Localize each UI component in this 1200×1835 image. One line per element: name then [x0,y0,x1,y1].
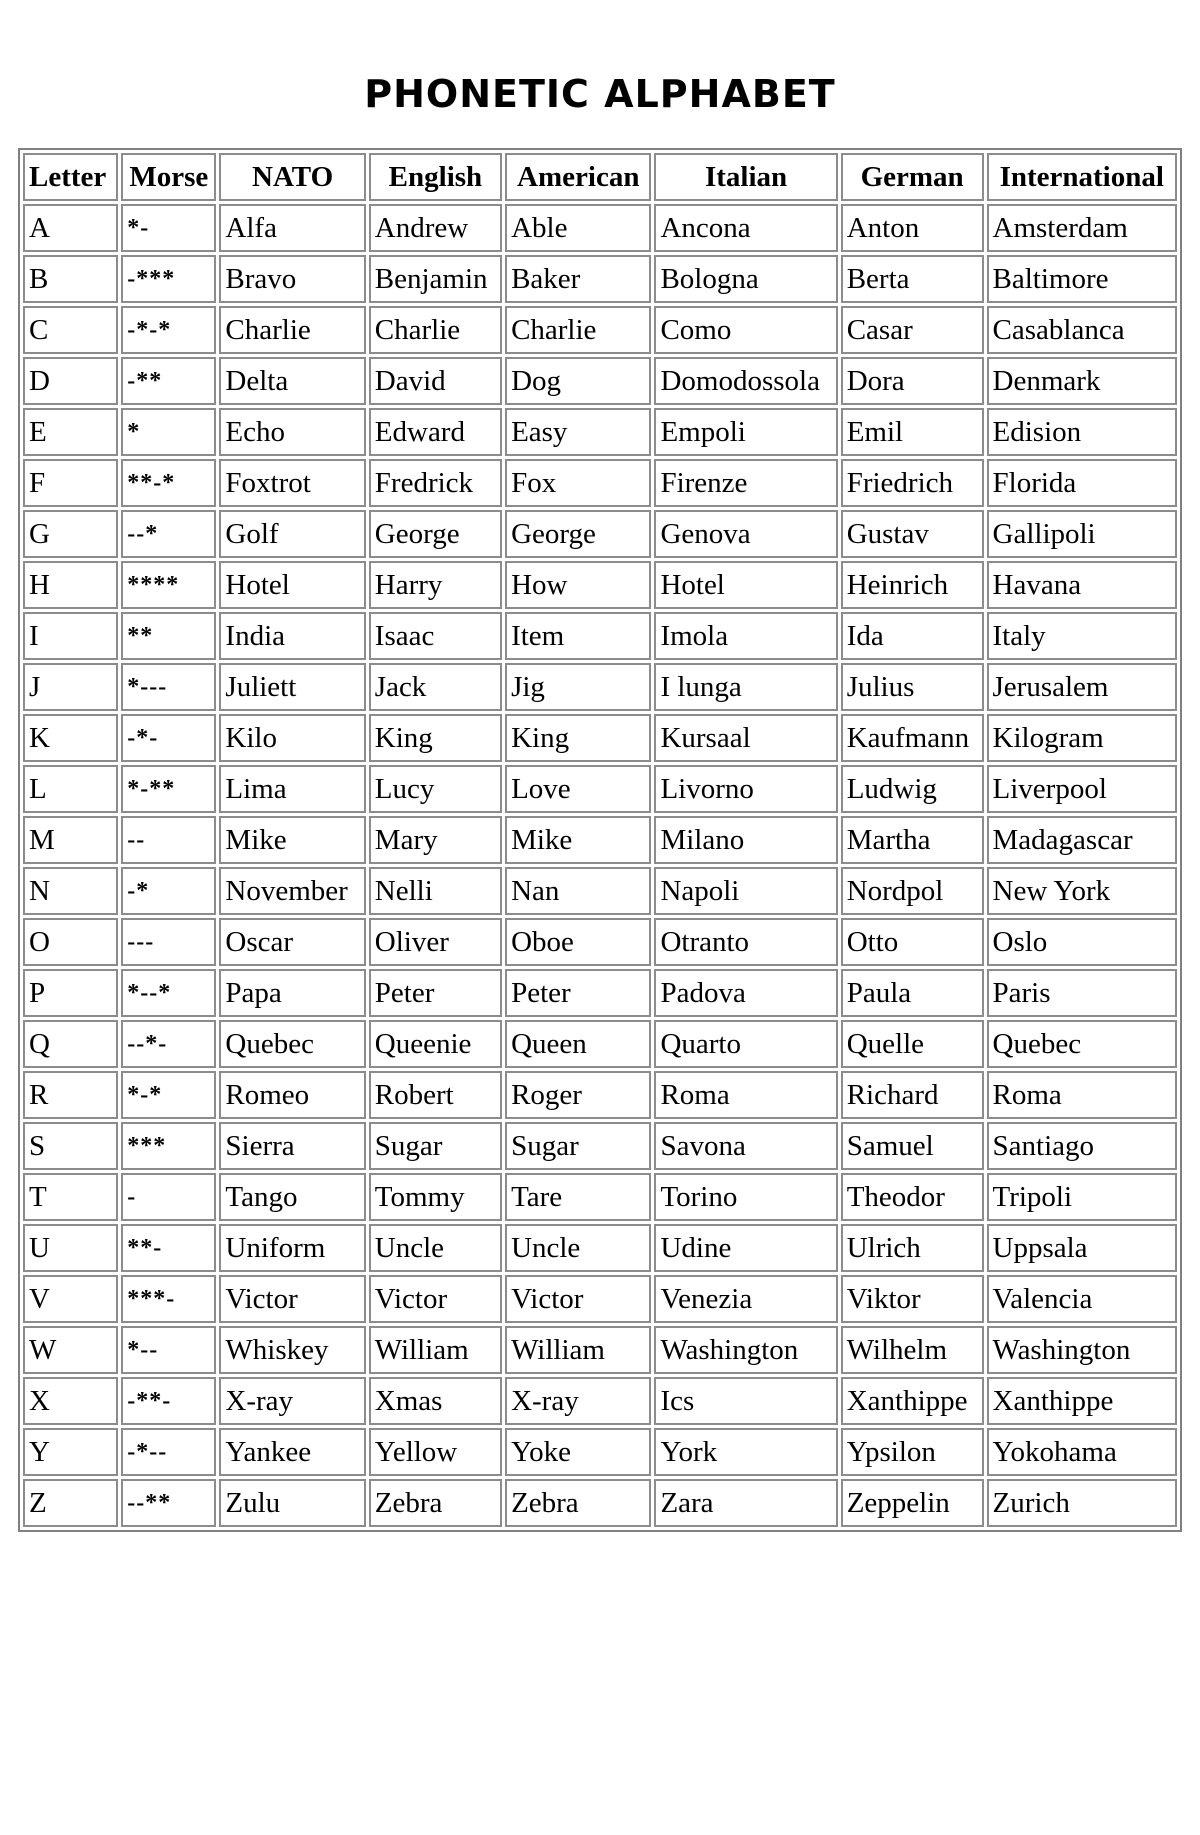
cell-nato: Hotel [219,561,365,609]
table-row [23,765,1177,813]
cell-international: Baltimore [987,255,1177,303]
cell-german: Casar [841,306,984,354]
cell-nato: Foxtrot [219,459,365,507]
phonetic-table-container [18,148,1182,1532]
cell-international: Casablanca [987,306,1177,354]
cell-nato: Echo [219,408,365,456]
cell-letter: E [23,408,118,456]
table-row [23,714,1177,762]
cell-nato: Victor [219,1275,365,1323]
cell-nato: Uniform [219,1224,365,1272]
cell-american: Roger [505,1071,651,1119]
cell-nato: Quebec [219,1020,365,1068]
cell-nato: Yankee [219,1428,365,1476]
cell-american: Able [505,204,651,252]
cell-german: Heinrich [841,561,984,609]
cell-international: Italy [987,612,1177,660]
table-row [23,1377,1177,1425]
table-row [23,1275,1177,1323]
cell-italian: Torino [654,1173,837,1221]
cell-letter: Y [23,1428,118,1476]
cell-international: Uppsala [987,1224,1177,1272]
cell-american: X-ray [505,1377,651,1425]
cell-nato: Charlie [219,306,365,354]
column-header-nato: NATO [219,153,365,201]
cell-italian: Ancona [654,204,837,252]
cell-morse: -*-* [121,306,216,354]
table-row [23,357,1177,405]
cell-morse: -*** [121,255,216,303]
cell-english: Mary [369,816,502,864]
cell-international: Denmark [987,357,1177,405]
cell-letter: D [23,357,118,405]
table-row [23,816,1177,864]
cell-english: Nelli [369,867,502,915]
cell-international: Havana [987,561,1177,609]
cell-international: Oslo [987,918,1177,966]
cell-letter: H [23,561,118,609]
cell-italian: Venezia [654,1275,837,1323]
cell-american: King [505,714,651,762]
table-row [23,204,1177,252]
column-header-italian: Italian [654,153,837,201]
cell-american: Nan [505,867,651,915]
cell-morse: -** [121,357,216,405]
column-header-letter: Letter [23,153,118,201]
cell-nato: Bravo [219,255,365,303]
cell-letter: I [23,612,118,660]
cell-english: Tommy [369,1173,502,1221]
cell-english: Robert [369,1071,502,1119]
cell-german: Ludwig [841,765,984,813]
cell-morse: *** [121,1122,216,1170]
cell-english: Queenie [369,1020,502,1068]
cell-american: George [505,510,651,558]
cell-international: Florida [987,459,1177,507]
cell-german: Wilhelm [841,1326,984,1374]
cell-italian: Como [654,306,837,354]
cell-english: Benjamin [369,255,502,303]
cell-italian: York [654,1428,837,1476]
cell-letter: A [23,204,118,252]
cell-italian: Empoli [654,408,837,456]
table-row [23,1479,1177,1527]
cell-italian: I lunga [654,663,837,711]
cell-letter: F [23,459,118,507]
cell-italian: Firenze [654,459,837,507]
cell-english: Lucy [369,765,502,813]
cell-american: Love [505,765,651,813]
cell-american: Queen [505,1020,651,1068]
cell-english: David [369,357,502,405]
cell-nato: Papa [219,969,365,1017]
cell-letter: V [23,1275,118,1323]
cell-international: Madagascar [987,816,1177,864]
cell-international: Washington [987,1326,1177,1374]
cell-letter: P [23,969,118,1017]
cell-morse: *-- [121,1326,216,1374]
cell-nato: Zulu [219,1479,365,1527]
cell-german: Viktor [841,1275,984,1323]
cell-american: Charlie [505,306,651,354]
cell-american: Oboe [505,918,651,966]
cell-american: Fox [505,459,651,507]
cell-german: Quelle [841,1020,984,1068]
cell-international: Kilogram [987,714,1177,762]
cell-letter: S [23,1122,118,1170]
table-row [23,510,1177,558]
cell-nato: Whiskey [219,1326,365,1374]
cell-english: King [369,714,502,762]
cell-italian: Ics [654,1377,837,1425]
cell-international: Quebec [987,1020,1177,1068]
cell-international: Gallipoli [987,510,1177,558]
cell-letter: G [23,510,118,558]
cell-italian: Hotel [654,561,837,609]
cell-german: Kaufmann [841,714,984,762]
cell-english: Fredrick [369,459,502,507]
cell-italian: Washington [654,1326,837,1374]
cell-italian: Udine [654,1224,837,1272]
cell-american: Item [505,612,651,660]
cell-american: Tare [505,1173,651,1221]
cell-morse: ***- [121,1275,216,1323]
cell-international: Amsterdam [987,204,1177,252]
cell-letter: J [23,663,118,711]
cell-german: Nordpol [841,867,984,915]
cell-morse: *--* [121,969,216,1017]
cell-english: William [369,1326,502,1374]
table-row [23,1173,1177,1221]
cell-letter: U [23,1224,118,1272]
cell-italian: Milano [654,816,837,864]
cell-letter: M [23,816,118,864]
cell-english: Peter [369,969,502,1017]
cell-italian: Bologna [654,255,837,303]
cell-italian: Imola [654,612,837,660]
cell-italian: Padova [654,969,837,1017]
table-body [23,204,1177,1527]
cell-italian: Domodossola [654,357,837,405]
cell-international: Roma [987,1071,1177,1119]
cell-morse: -*-- [121,1428,216,1476]
cell-american: How [505,561,651,609]
cell-nato: Golf [219,510,365,558]
table-row [23,255,1177,303]
column-header-international: International [987,153,1177,201]
cell-letter: T [23,1173,118,1221]
cell-morse: -* [121,867,216,915]
cell-international: Valencia [987,1275,1177,1323]
cell-german: Anton [841,204,984,252]
cell-nato: November [219,867,365,915]
cell-nato: Mike [219,816,365,864]
cell-letter: B [23,255,118,303]
cell-american: Baker [505,255,651,303]
cell-american: Jig [505,663,651,711]
cell-american: William [505,1326,651,1374]
cell-morse: --* [121,510,216,558]
cell-italian: Otranto [654,918,837,966]
cell-morse: * [121,408,216,456]
cell-german: Ulrich [841,1224,984,1272]
cell-letter: K [23,714,118,762]
cell-nato: Lima [219,765,365,813]
column-header-american: American [505,153,651,201]
table-row [23,867,1177,915]
cell-american: Victor [505,1275,651,1323]
cell-morse: *-* [121,1071,216,1119]
cell-morse: --- [121,918,216,966]
table-row [23,969,1177,1017]
cell-german: Ypsilon [841,1428,984,1476]
cell-german: Ida [841,612,984,660]
cell-english: George [369,510,502,558]
cell-american: Peter [505,969,651,1017]
cell-morse: **-* [121,459,216,507]
cell-letter: R [23,1071,118,1119]
cell-american: Mike [505,816,651,864]
cell-international: Jerusalem [987,663,1177,711]
table-row [23,306,1177,354]
cell-international: Tripoli [987,1173,1177,1221]
cell-american: Yoke [505,1428,651,1476]
cell-international: Zurich [987,1479,1177,1527]
cell-letter: Q [23,1020,118,1068]
cell-italian: Zara [654,1479,837,1527]
header-row [23,153,1177,201]
cell-nato: Oscar [219,918,365,966]
cell-english: Sugar [369,1122,502,1170]
cell-nato: Alfa [219,204,365,252]
cell-german: Zeppelin [841,1479,984,1527]
cell-english: Xmas [369,1377,502,1425]
cell-nato: Kilo [219,714,365,762]
cell-english: Edward [369,408,502,456]
cell-english: Harry [369,561,502,609]
cell-international: Yokohama [987,1428,1177,1476]
cell-american: Zebra [505,1479,651,1527]
cell-morse: -**- [121,1377,216,1425]
cell-german: Emil [841,408,984,456]
cell-letter: W [23,1326,118,1374]
cell-german: Theodor [841,1173,984,1221]
cell-morse: *-** [121,765,216,813]
cell-letter: X [23,1377,118,1425]
cell-american: Easy [505,408,651,456]
cell-international: Xanthippe [987,1377,1177,1425]
cell-nato: Tango [219,1173,365,1221]
cell-morse: *- [121,204,216,252]
cell-german: Berta [841,255,984,303]
cell-international: New York [987,867,1177,915]
cell-english: Isaac [369,612,502,660]
column-header-german: German [841,153,984,201]
cell-letter: N [23,867,118,915]
table-row [23,1071,1177,1119]
cell-german: Xanthippe [841,1377,984,1425]
cell-morse: *--- [121,663,216,711]
cell-german: Otto [841,918,984,966]
cell-german: Gustav [841,510,984,558]
cell-international: Liverpool [987,765,1177,813]
column-header-morse: Morse [121,153,216,201]
cell-german: Samuel [841,1122,984,1170]
column-header-english: English [369,153,502,201]
cell-american: Dog [505,357,651,405]
table-row [23,1428,1177,1476]
cell-international: Edision [987,408,1177,456]
cell-italian: Genova [654,510,837,558]
cell-american: Uncle [505,1224,651,1272]
cell-german: Paula [841,969,984,1017]
table-row [23,612,1177,660]
cell-german: Julius [841,663,984,711]
cell-italian: Savona [654,1122,837,1170]
cell-morse: --*- [121,1020,216,1068]
cell-nato: Delta [219,357,365,405]
cell-morse: -*- [121,714,216,762]
cell-german: Richard [841,1071,984,1119]
cell-italian: Kursaal [654,714,837,762]
cell-italian: Quarto [654,1020,837,1068]
table-row [23,408,1177,456]
cell-morse: --** [121,1479,216,1527]
cell-german: Dora [841,357,984,405]
cell-morse: ** [121,612,216,660]
table-row [23,918,1177,966]
cell-english: Uncle [369,1224,502,1272]
cell-german: Friedrich [841,459,984,507]
cell-english: Yellow [369,1428,502,1476]
cell-english: Oliver [369,918,502,966]
cell-italian: Napoli [654,867,837,915]
cell-english: Charlie [369,306,502,354]
cell-international: Santiago [987,1122,1177,1170]
cell-english: Jack [369,663,502,711]
table-row [23,663,1177,711]
table-row [23,1326,1177,1374]
cell-english: Zebra [369,1479,502,1527]
phonetic-alphabet-table [18,148,1182,1532]
cell-english: Andrew [369,204,502,252]
cell-morse: - [121,1173,216,1221]
page-title: PHONETIC ALPHABET [364,72,836,116]
cell-morse: **** [121,561,216,609]
cell-morse: **- [121,1224,216,1272]
cell-nato: X-ray [219,1377,365,1425]
table-row [23,561,1177,609]
cell-morse: -- [121,816,216,864]
table-row [23,1020,1177,1068]
cell-letter: Z [23,1479,118,1527]
cell-letter: L [23,765,118,813]
cell-international: Paris [987,969,1177,1017]
cell-letter: C [23,306,118,354]
cell-german: Martha [841,816,984,864]
cell-nato: Juliett [219,663,365,711]
cell-english: Victor [369,1275,502,1323]
table-row [23,1224,1177,1272]
cell-italian: Roma [654,1071,837,1119]
cell-nato: Sierra [219,1122,365,1170]
cell-italian: Livorno [654,765,837,813]
cell-letter: O [23,918,118,966]
table-row [23,459,1177,507]
cell-american: Sugar [505,1122,651,1170]
cell-nato: Romeo [219,1071,365,1119]
cell-nato: India [219,612,365,660]
table-row [23,1122,1177,1170]
